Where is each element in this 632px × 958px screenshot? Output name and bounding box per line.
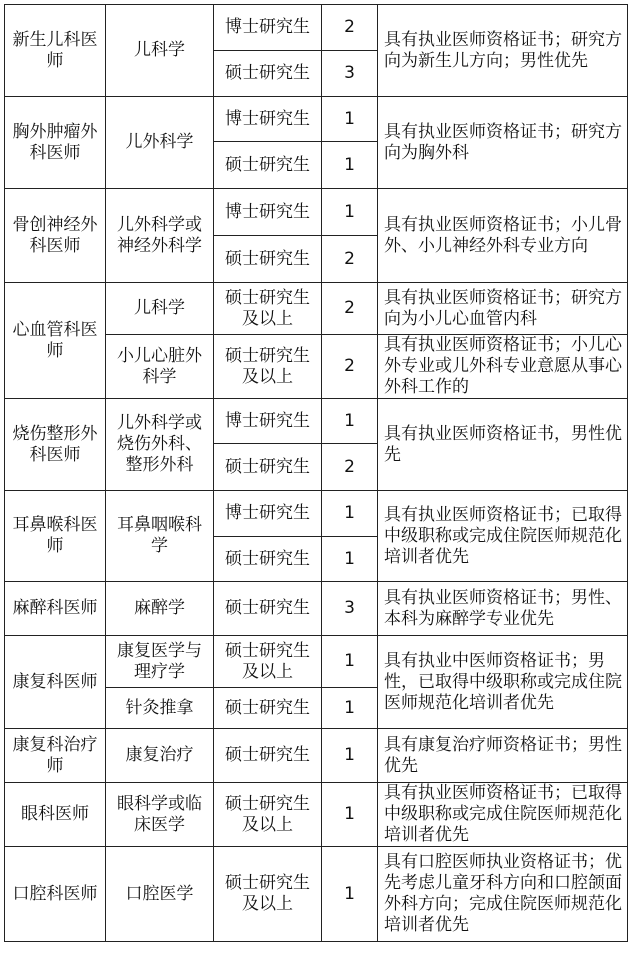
position-cell: 胸外肿瘤外科医师: [5, 97, 106, 189]
requirement-cell: 具有执业医师资格证书；小儿心外专业或儿外科专业意愿从事心外科工作的: [378, 335, 628, 399]
position-cell: 烧伤整形外科医师: [5, 399, 106, 491]
major-cell: 康复医学与理疗学: [106, 636, 214, 688]
table-row: [5, 847, 628, 942]
major-cell: 康复治疗: [106, 729, 214, 783]
degree-cell: 硕士研究生及以上: [214, 636, 322, 688]
degree-cell: 硕士研究生: [214, 142, 322, 189]
position-cell: 新生儿科医师: [5, 5, 106, 97]
position-cell: 康复科医师: [5, 636, 106, 729]
count-cell: 2: [322, 236, 378, 283]
requirement-cell: 具有执业医师资格证书；研究方向为胸外科: [378, 97, 628, 189]
major-cell: 口腔医学: [106, 847, 214, 942]
requirement-cell: 具有执业医师资格证书；已取得中级职称或完成住院医师规范化培训者优先: [378, 783, 628, 847]
count-cell: 2: [322, 283, 378, 335]
requirement-cell: 具有执业医师资格证书；男性、本科为麻醉学专业优先: [378, 582, 628, 636]
degree-cell: 硕士研究生: [214, 729, 322, 783]
major-cell: 小儿心脏外科学: [106, 335, 214, 399]
major-cell: 儿外科学或神经外科学: [106, 189, 214, 283]
count-cell: 3: [322, 582, 378, 636]
count-cell: 1: [322, 189, 378, 236]
table-row: [5, 783, 628, 847]
degree-cell: 硕士研究生: [214, 51, 322, 97]
count-cell: 1: [322, 636, 378, 688]
table-row: [5, 5, 628, 51]
requirement-cell: 具有执业医师资格证书；已取得中级职称或完成住院医师规范化培训者优先: [378, 491, 628, 582]
major-cell: 儿科学: [106, 5, 214, 97]
position-cell: 康复科治疗师: [5, 729, 106, 783]
degree-cell: 博士研究生: [214, 399, 322, 444]
count-cell: 1: [322, 688, 378, 729]
position-cell: 麻醉科医师: [5, 582, 106, 636]
table-row: [5, 189, 628, 236]
table-row: [5, 399, 628, 444]
requirement-cell: 具有执业医师资格证书；研究方向为新生儿方向；男性优先: [378, 5, 628, 97]
degree-cell: 硕士研究生及以上: [214, 283, 322, 335]
degree-cell: 硕士研究生: [214, 688, 322, 729]
degree-cell: 博士研究生: [214, 189, 322, 236]
requirement-cell: 具有执业医师资格证书，男性优先: [378, 399, 628, 491]
degree-cell: 硕士研究生及以上: [214, 335, 322, 399]
major-cell: 耳鼻咽喉科学: [106, 491, 214, 582]
major-cell: 眼科学或临床医学: [106, 783, 214, 847]
requirement-cell: 具有执业中医师资格证书；男性，已取得中级职称或完成住院医师规范化培训者优先: [378, 636, 628, 729]
count-cell: 2: [322, 444, 378, 491]
count-cell: 1: [322, 491, 378, 537]
degree-cell: 硕士研究生: [214, 444, 322, 491]
count-cell: 2: [322, 5, 378, 51]
degree-cell: 硕士研究生: [214, 537, 322, 582]
count-cell: 3: [322, 51, 378, 97]
major-cell: 儿科学: [106, 283, 214, 335]
degree-cell: 博士研究生: [214, 97, 322, 142]
degree-cell: 博士研究生: [214, 491, 322, 537]
count-cell: 1: [322, 142, 378, 189]
degree-cell: 硕士研究生: [214, 582, 322, 636]
table-row: [5, 636, 628, 688]
position-cell: 眼科医师: [5, 783, 106, 847]
count-cell: 1: [322, 847, 378, 942]
count-cell: 1: [322, 783, 378, 847]
degree-cell: 硕士研究生及以上: [214, 847, 322, 942]
requirement-cell: 具有口腔医师执业资格证书；优先考虑儿童牙科方向和口腔颌面外科方向；完成住院医师规范化培训者优先: [378, 847, 628, 942]
count-cell: 1: [322, 399, 378, 444]
requirement-cell: 具有执业医师资格证书；研究方向为小儿心血管内科: [378, 283, 628, 335]
degree-cell: 硕士研究生: [214, 236, 322, 283]
position-cell: 口腔科医师: [5, 847, 106, 942]
major-cell: 麻醉学: [106, 582, 214, 636]
requirement-cell: 具有执业医师资格证书；小儿骨外、小儿神经外科专业方向: [378, 189, 628, 283]
degree-cell: 硕士研究生及以上: [214, 783, 322, 847]
requirement-cell: 具有康复治疗师资格证书；男性优先: [378, 729, 628, 783]
position-cell: 骨创神经外科医师: [5, 189, 106, 283]
table-row: [5, 283, 628, 335]
position-cell: 心血管科医师: [5, 283, 106, 399]
position-cell: 耳鼻喉科医师: [5, 491, 106, 582]
count-cell: 2: [322, 335, 378, 399]
degree-cell: 博士研究生: [214, 5, 322, 51]
table-row: [5, 491, 628, 537]
major-cell: 儿外科学或烧伤外科、整形外科: [106, 399, 214, 491]
table-row: [5, 97, 628, 142]
count-cell: 1: [322, 97, 378, 142]
table-row: [5, 729, 628, 783]
major-cell: 儿外科学: [106, 97, 214, 189]
count-cell: 1: [322, 729, 378, 783]
table-row: [5, 582, 628, 636]
recruitment-table: [4, 4, 628, 942]
count-cell: 1: [322, 537, 378, 582]
major-cell: 针灸推拿: [106, 688, 214, 729]
